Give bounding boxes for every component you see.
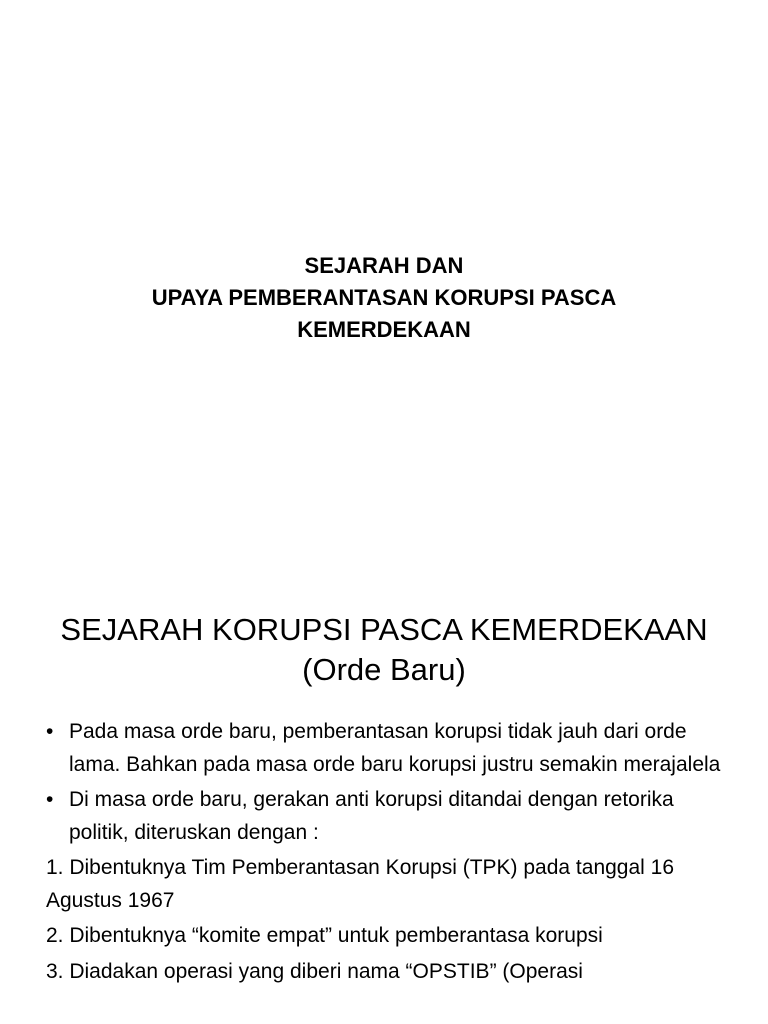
title-line-1: SEJARAH DAN bbox=[304, 253, 464, 278]
bullet-text: Di masa orde baru, gerakan anti korupsi ditandai dengan retorika politik, diteruskan dengan : bbox=[69, 788, 674, 844]
heading-line-2: (Orde Baru) bbox=[302, 652, 466, 687]
bullet-marker: • bbox=[46, 720, 54, 743]
numbered-item-2: 2. Dibentuknya “komite empat” untuk pemberantasa korupsi bbox=[46, 924, 603, 947]
numbered-item-3: 3. Diadakan operasi yang diberi nama “OPSTIB” (Operasi bbox=[46, 959, 583, 983]
bullet-marker: • bbox=[46, 788, 54, 811]
title-line-3: KEMERDEKAAN bbox=[297, 317, 471, 342]
slide-title-heading bbox=[0, 250, 768, 346]
heading-line-1: SEJARAH KORUPSI PASCA KEMERDEKAAN bbox=[60, 612, 708, 647]
bullet-text: Pada masa orde baru, pemberantasan korupsi tidak jauh dari orde lama. Bahkan pada masa orde baru korupsi justru semakin merajalela bbox=[69, 720, 721, 776]
numbered-item-1: 1. Dibentuknya Tim Pemberantasan Korupsi (TPK) pada tanggal 16 Agustus 1967 bbox=[46, 856, 675, 912]
slide-body bbox=[46, 716, 728, 991]
title-line-2: UPAYA PEMBERANTASAN KORUPSI PASCA bbox=[151, 285, 617, 310]
bullet-item bbox=[46, 716, 728, 781]
slide-content-heading bbox=[0, 610, 768, 690]
slide-content bbox=[0, 576, 768, 1024]
bullet-item bbox=[46, 784, 728, 849]
